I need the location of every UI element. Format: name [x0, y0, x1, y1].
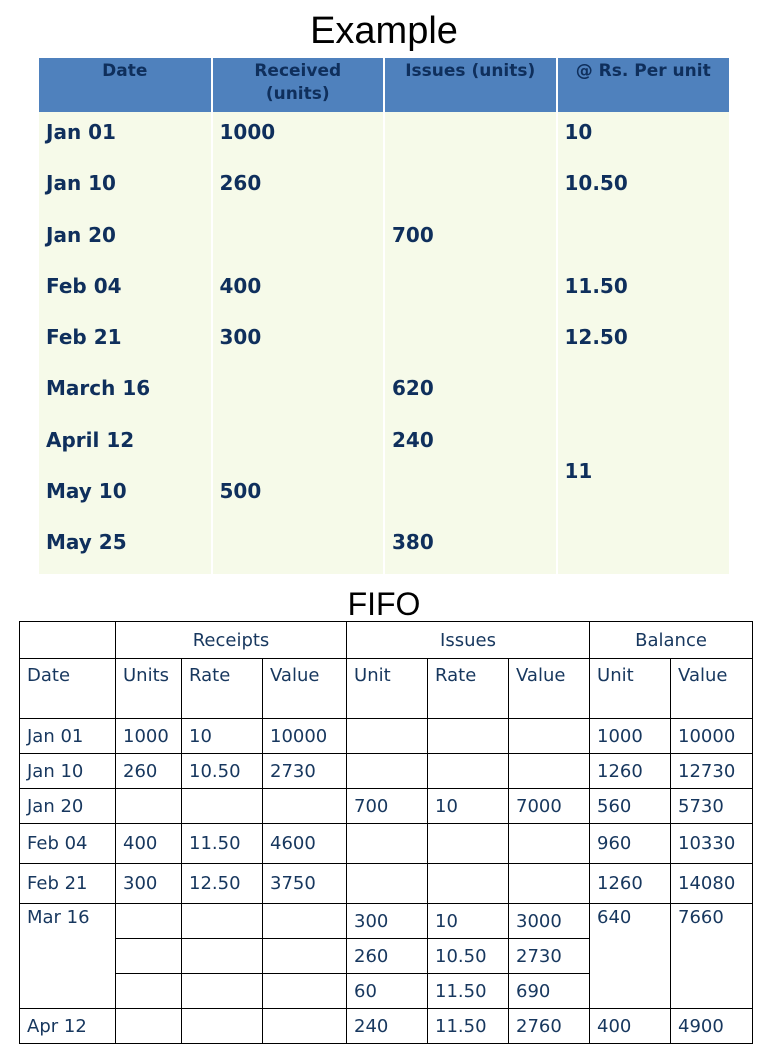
example-header-date [39, 58, 212, 112]
column-header-row [20, 659, 753, 719]
table-row [39, 420, 729, 471]
table-cell [263, 974, 347, 1009]
example-header-rate [557, 58, 730, 112]
table-cell [263, 789, 347, 824]
received-cell: 300 [212, 317, 385, 368]
table-cell: 400 [116, 824, 182, 864]
table-cell [428, 824, 509, 864]
rate-cell [557, 368, 730, 419]
col-header: Rate [428, 659, 509, 719]
table-cell [347, 824, 428, 864]
table-cell [428, 719, 509, 754]
table-cell [347, 754, 428, 789]
table-cell [182, 939, 263, 974]
rate-cell [557, 215, 730, 266]
col-header: Unit [347, 659, 428, 719]
table-cell: 11.50 [428, 1009, 509, 1044]
table-cell: 3750 [263, 864, 347, 904]
table-cell [509, 864, 590, 904]
table-cell [509, 824, 590, 864]
table-cell: 10 [428, 904, 509, 939]
issues-cell [384, 163, 557, 214]
table-cell [509, 719, 590, 754]
table-cell: 4900 [671, 1009, 753, 1044]
table-row [20, 1009, 753, 1044]
table-row [20, 864, 753, 904]
col-header: Units [116, 659, 182, 719]
balance-header: Balance [590, 622, 753, 659]
issues-cell: 380 [384, 522, 557, 573]
issues-cell: 240 [384, 420, 557, 471]
table-cell: 690 [509, 974, 590, 1009]
date-cell: Feb 21 [39, 317, 212, 368]
issues-cell [384, 471, 557, 522]
col-header: Value [509, 659, 590, 719]
table-cell: 10000 [671, 719, 753, 754]
table-cell: 2760 [509, 1009, 590, 1044]
table-cell [116, 939, 182, 974]
table-cell [116, 974, 182, 1009]
table-cell: 1000 [590, 719, 671, 754]
issues-cell: 620 [384, 368, 557, 419]
table-row [39, 266, 729, 317]
example-header-row [39, 58, 729, 112]
issues-cell [384, 317, 557, 368]
table-cell: 2730 [263, 754, 347, 789]
fifo-title: FIFO [347, 586, 421, 622]
table-row [39, 368, 729, 419]
fifo-table [19, 621, 753, 1044]
table-cell: 260 [347, 939, 428, 974]
date-cell: Jan 10 [20, 754, 116, 789]
table-cell: 10330 [671, 824, 753, 864]
date-cell: Apr 12 [20, 1009, 116, 1044]
table-row [20, 904, 753, 939]
table-cell: 640 [590, 904, 671, 1009]
rate-cell: 10 [557, 112, 730, 163]
table-cell: 4600 [263, 824, 347, 864]
rate-cell: 11 [557, 420, 730, 523]
table-cell [263, 904, 347, 939]
example-table [39, 58, 729, 574]
date-cell: Feb 04 [39, 266, 212, 317]
table-row [20, 789, 753, 824]
rate-cell: 10.50 [557, 163, 730, 214]
date-cell: Mar 16 [20, 904, 116, 1009]
col-header: Rate [182, 659, 263, 719]
table-cell: 10000 [263, 719, 347, 754]
table-cell: 300 [116, 864, 182, 904]
table-cell [182, 789, 263, 824]
rate-cell [557, 522, 730, 573]
col-header: Date [20, 659, 116, 719]
table-cell: 14080 [671, 864, 753, 904]
table-row [20, 754, 753, 789]
received-cell [212, 215, 385, 266]
table-cell: 560 [590, 789, 671, 824]
received-cell: 500 [212, 471, 385, 522]
table-cell: 1260 [590, 864, 671, 904]
table-cell: 10 [428, 789, 509, 824]
header-label: Date [102, 61, 148, 81]
table-row [39, 215, 729, 266]
received-cell: 260 [212, 163, 385, 214]
table-cell: 960 [590, 824, 671, 864]
table-cell: 7000 [509, 789, 590, 824]
table-cell: 1260 [590, 754, 671, 789]
table-cell: 12.50 [182, 864, 263, 904]
table-cell: 260 [116, 754, 182, 789]
received-cell [212, 368, 385, 419]
example-title: Example [310, 10, 458, 52]
table-cell: 3000 [509, 904, 590, 939]
issues-header: Issues [347, 622, 590, 659]
date-cell: Jan 01 [39, 112, 212, 163]
received-cell [212, 420, 385, 471]
rate-cell: 11.50 [557, 266, 730, 317]
table-cell [116, 1009, 182, 1044]
table-cell: 10 [182, 719, 263, 754]
header-label: Received (units) [254, 61, 342, 104]
table-row [39, 522, 729, 573]
table-cell [182, 974, 263, 1009]
group-header-row [20, 622, 753, 659]
table-cell [116, 789, 182, 824]
table-cell [116, 904, 182, 939]
table-cell [263, 939, 347, 974]
example-header-received [212, 58, 385, 112]
table-row [39, 163, 729, 214]
table-cell [263, 1009, 347, 1044]
date-cell: March 16 [39, 368, 212, 419]
table-row [20, 719, 753, 754]
table-row [39, 112, 729, 163]
table-cell: 7660 [671, 904, 753, 1009]
table-cell: 10.50 [182, 754, 263, 789]
table-cell: 2730 [509, 939, 590, 974]
table-cell [347, 719, 428, 754]
table-cell: 300 [347, 904, 428, 939]
table-cell: 5730 [671, 789, 753, 824]
table-cell: 11.50 [428, 974, 509, 1009]
table-cell: 700 [347, 789, 428, 824]
table-row [20, 824, 753, 864]
date-cell: Feb 21 [20, 864, 116, 904]
issues-cell: 700 [384, 215, 557, 266]
issues-cell [384, 112, 557, 163]
date-cell: Jan 20 [20, 789, 116, 824]
table-cell: 1000 [116, 719, 182, 754]
received-cell [212, 522, 385, 573]
table-cell: 60 [347, 974, 428, 1009]
col-header: Value [263, 659, 347, 719]
col-header: Unit [590, 659, 671, 719]
table-cell: 10.50 [428, 939, 509, 974]
example-header-issues [384, 58, 557, 112]
date-cell: April 12 [39, 420, 212, 471]
blank-cell [20, 622, 116, 659]
col-header: Value [671, 659, 753, 719]
table-row [39, 317, 729, 368]
date-cell: Feb 04 [20, 824, 116, 864]
date-cell: Jan 10 [39, 163, 212, 214]
issues-cell [384, 266, 557, 317]
header-label: @ Rs. Per unit [575, 61, 711, 81]
table-cell: 11.50 [182, 824, 263, 864]
table-cell [428, 754, 509, 789]
table-cell [347, 864, 428, 904]
received-cell: 1000 [212, 112, 385, 163]
received-cell: 400 [212, 266, 385, 317]
date-cell: Jan 01 [20, 719, 116, 754]
table-cell [182, 1009, 263, 1044]
table-cell [428, 864, 509, 904]
rate-cell: 12.50 [557, 317, 730, 368]
table-cell: 240 [347, 1009, 428, 1044]
table-cell [182, 904, 263, 939]
date-cell: Jan 20 [39, 215, 212, 266]
table-cell: 12730 [671, 754, 753, 789]
receipts-header: Receipts [116, 622, 347, 659]
header-label: Issues (units) [405, 61, 536, 81]
table-cell: 400 [590, 1009, 671, 1044]
table-cell [509, 754, 590, 789]
date-cell: May 25 [39, 522, 212, 573]
date-cell: May 10 [39, 471, 212, 522]
